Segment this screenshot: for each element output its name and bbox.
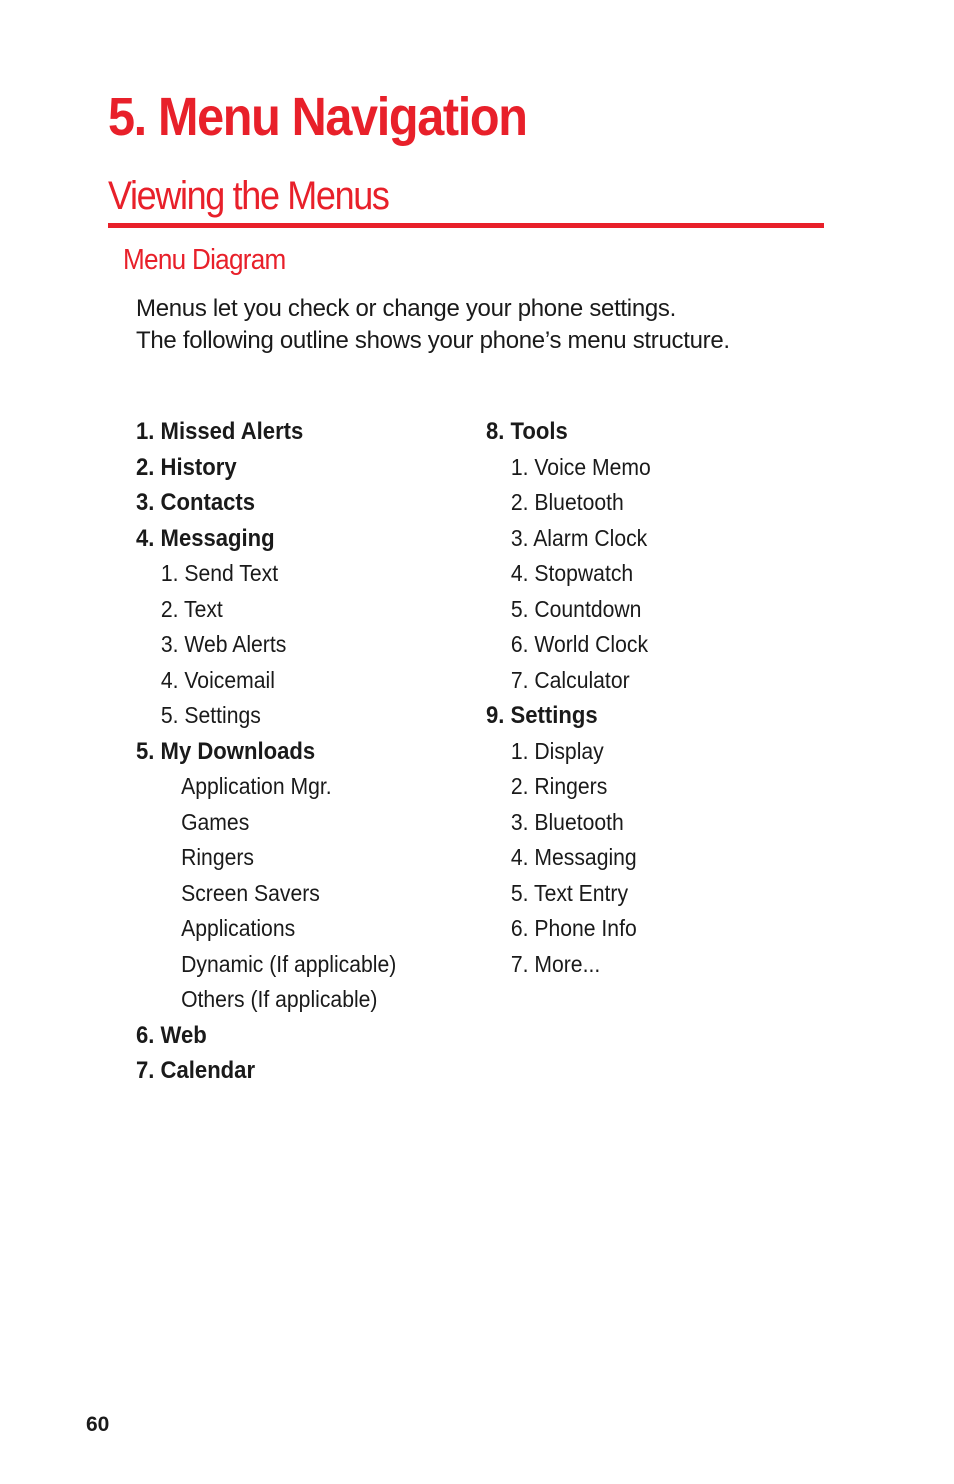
submenu-item: 4. Messaging [510, 844, 637, 870]
submenu-item: 4. Stopwatch [510, 560, 634, 586]
submenu-item: Others (If applicable) [181, 986, 378, 1012]
chapter-title: 5. Menu Navigation [108, 87, 527, 147]
submenu-item: 3. Alarm Clock [510, 524, 648, 551]
submenu-item: 2. Text [160, 595, 223, 622]
menu-item: 5. My Downloads [136, 737, 316, 765]
section-divider [108, 223, 824, 228]
menu-item: 2. History [136, 453, 237, 481]
submenu-item: Games [181, 808, 250, 835]
section-title: Viewing the Menus [108, 174, 389, 218]
submenu-item: 1. Display [510, 737, 604, 764]
submenu-item: 3. Bluetooth [510, 808, 624, 835]
submenu-item: 7. Calculator [510, 666, 630, 693]
submenu-item: 6. Phone Info [510, 915, 637, 941]
submenu-item: 5. Text Entry [510, 879, 629, 906]
menu-item: 3. Contacts [136, 489, 256, 516]
submenu-item: 7. More... [510, 950, 601, 977]
submenu-item: 1. Voice Memo [510, 453, 651, 480]
submenu-item: 4. Voicemail [160, 666, 275, 693]
intro-line: Menus let you check or change your phone settings. [136, 295, 677, 322]
submenu-item: Screen Savers [181, 879, 320, 906]
menu-item: 1. Missed Alerts [136, 418, 304, 445]
page-number: 60 [86, 1413, 110, 1436]
submenu-item: Applications [181, 915, 296, 941]
menu-outline-right [486, 414, 665, 982]
submenu-item: 5. Countdown [510, 595, 642, 622]
submenu-item: 2. Bluetooth [510, 489, 624, 515]
intro-paragraph [136, 293, 730, 357]
submenu-item: 6. World Clock [510, 631, 649, 657]
submenu-item: 1. Send Text [160, 560, 279, 586]
submenu-item: Application Mgr. [181, 773, 332, 799]
submenu-item: 3. Web Alerts [160, 631, 287, 657]
menu-outline-left [136, 414, 419, 1089]
menu-item: 9. Settings [486, 702, 598, 729]
menu-item: 7. Calendar [136, 1057, 256, 1084]
menu-item: 6. Web [136, 1021, 207, 1049]
submenu-item: 5. Settings [160, 702, 261, 728]
submenu-item: Ringers [181, 844, 255, 870]
menu-item: 8. Tools [486, 418, 568, 445]
submenu-item: Dynamic (If applicable) [181, 950, 397, 977]
intro-line: The following outline shows your phone’s menu structure. [136, 327, 730, 354]
menu-item: 4. Messaging [136, 524, 275, 552]
subsection-title: Menu Diagram [123, 244, 286, 276]
submenu-item: 2. Ringers [510, 773, 608, 799]
